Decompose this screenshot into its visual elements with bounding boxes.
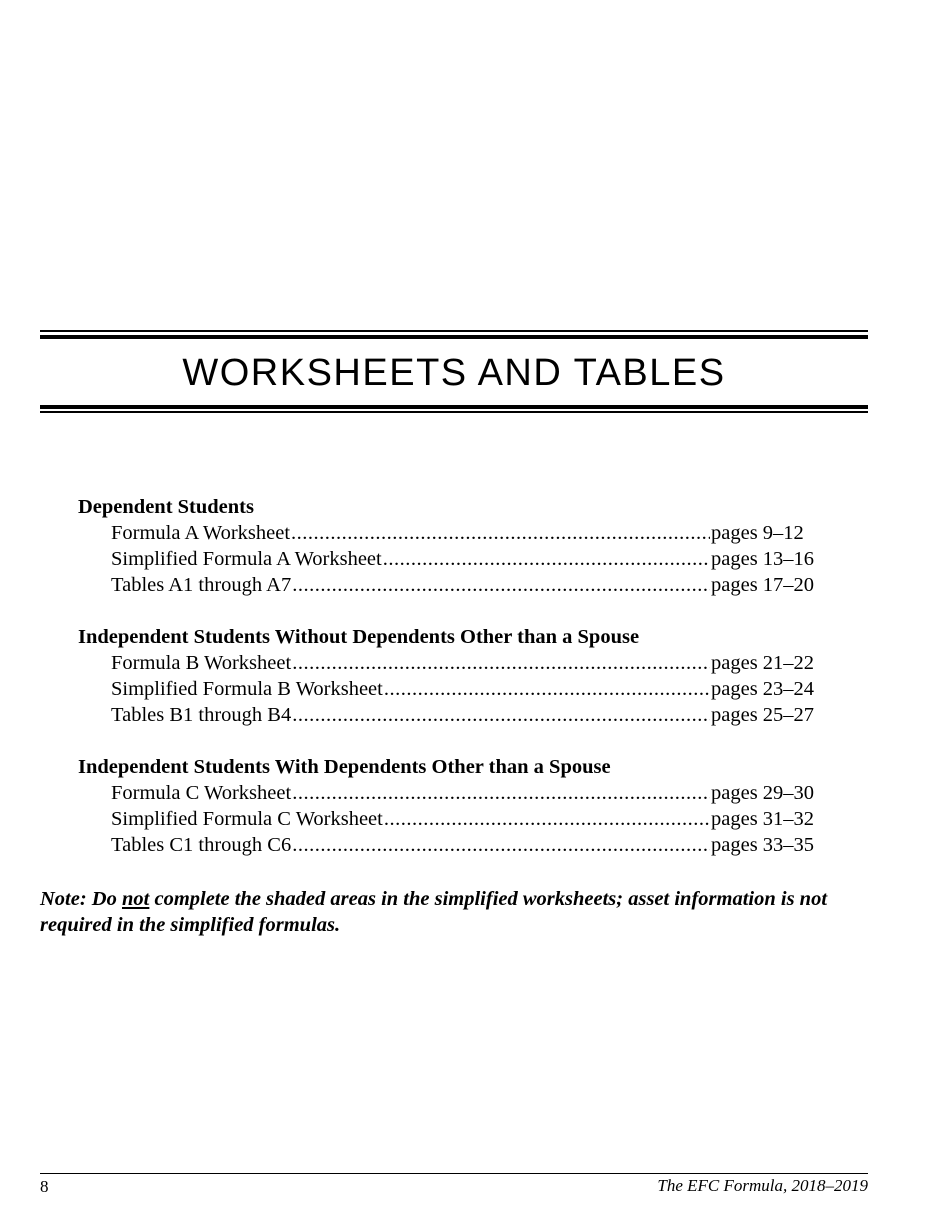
running-title: The EFC Formula, 2018–2019: [657, 1176, 868, 1195]
toc-entry: [78, 520, 821, 546]
dot-leader: [292, 702, 710, 728]
title-rule-top-thin: [40, 330, 868, 332]
toc-entry-pages: pages 13–16: [711, 548, 815, 570]
toc-entry-label: Simplified Formula B Worksheet: [111, 678, 383, 700]
page-title: WORKSHEETS AND TABLES: [182, 352, 726, 394]
footer-rule: [40, 1173, 868, 1174]
dot-leader: [291, 520, 710, 546]
note-paragraph: [40, 886, 860, 938]
toc-section-independent-without-dependents: [78, 624, 838, 728]
toc-entry-pages: pages 21–22: [711, 652, 815, 674]
toc-entry: [78, 702, 821, 728]
toc-entry-label: Simplified Formula C Worksheet: [111, 808, 383, 830]
dot-leader: [384, 806, 710, 832]
toc-entry: [78, 832, 821, 858]
toc-entry: [78, 572, 821, 598]
toc-entry-label: Formula B Worksheet: [111, 652, 292, 674]
note-text-before: Note: Do: [40, 888, 122, 910]
toc-section-dependent: [78, 494, 838, 598]
toc-entry-label: Simplified Formula A Worksheet: [111, 548, 382, 570]
page-number: 8: [40, 1177, 49, 1196]
note-emphasis: not: [121, 888, 150, 910]
toc-entry: [78, 780, 821, 806]
toc-entry: [78, 650, 821, 676]
dot-leader: [292, 780, 710, 806]
dot-leader: [384, 676, 710, 702]
toc-entry-pages: pages 33–35: [711, 834, 815, 856]
dot-leader: [292, 572, 710, 598]
toc-entry: [78, 806, 821, 832]
toc-entry: [78, 676, 821, 702]
dot-leader: [383, 546, 710, 572]
dot-leader: [292, 832, 710, 858]
toc-entry-pages: pages 25–27: [711, 704, 815, 726]
toc-entry-pages: pages 9–12: [711, 522, 804, 544]
section-heading: Independent Students With Dependents Other than a Spouse: [78, 756, 611, 778]
section-heading: Dependent Students: [78, 496, 254, 518]
table-of-contents: [78, 494, 838, 884]
section-heading: Independent Students Without Dependents Other than a Spouse: [78, 626, 640, 648]
dot-leader: [292, 650, 710, 676]
toc-entry-pages: pages 31–32: [711, 808, 815, 830]
toc-entry: [78, 546, 821, 572]
title-rule-bottom-thin: [40, 411, 868, 413]
toc-entry-label: Tables C1 through C6: [111, 834, 292, 856]
toc-entry-label: Tables B1 through B4: [111, 704, 292, 726]
title-rule-top-thick: [40, 335, 868, 339]
toc-entry-label: Tables A1 through A7: [111, 574, 292, 596]
toc-entry-label: Formula C Worksheet: [111, 782, 292, 804]
note-text-after: complete the shaded areas in the simplified worksheets; asset information is not required in the simplified formulas.: [40, 888, 828, 936]
toc-entry-label: Formula A Worksheet: [111, 522, 291, 544]
toc-entry-pages: pages 23–24: [711, 678, 815, 700]
toc-section-independent-with-dependents: [78, 754, 838, 858]
toc-entry-pages: pages 29–30: [711, 782, 815, 804]
title-rule-bottom-thick: [40, 405, 868, 409]
toc-entry-pages: pages 17–20: [711, 574, 815, 596]
